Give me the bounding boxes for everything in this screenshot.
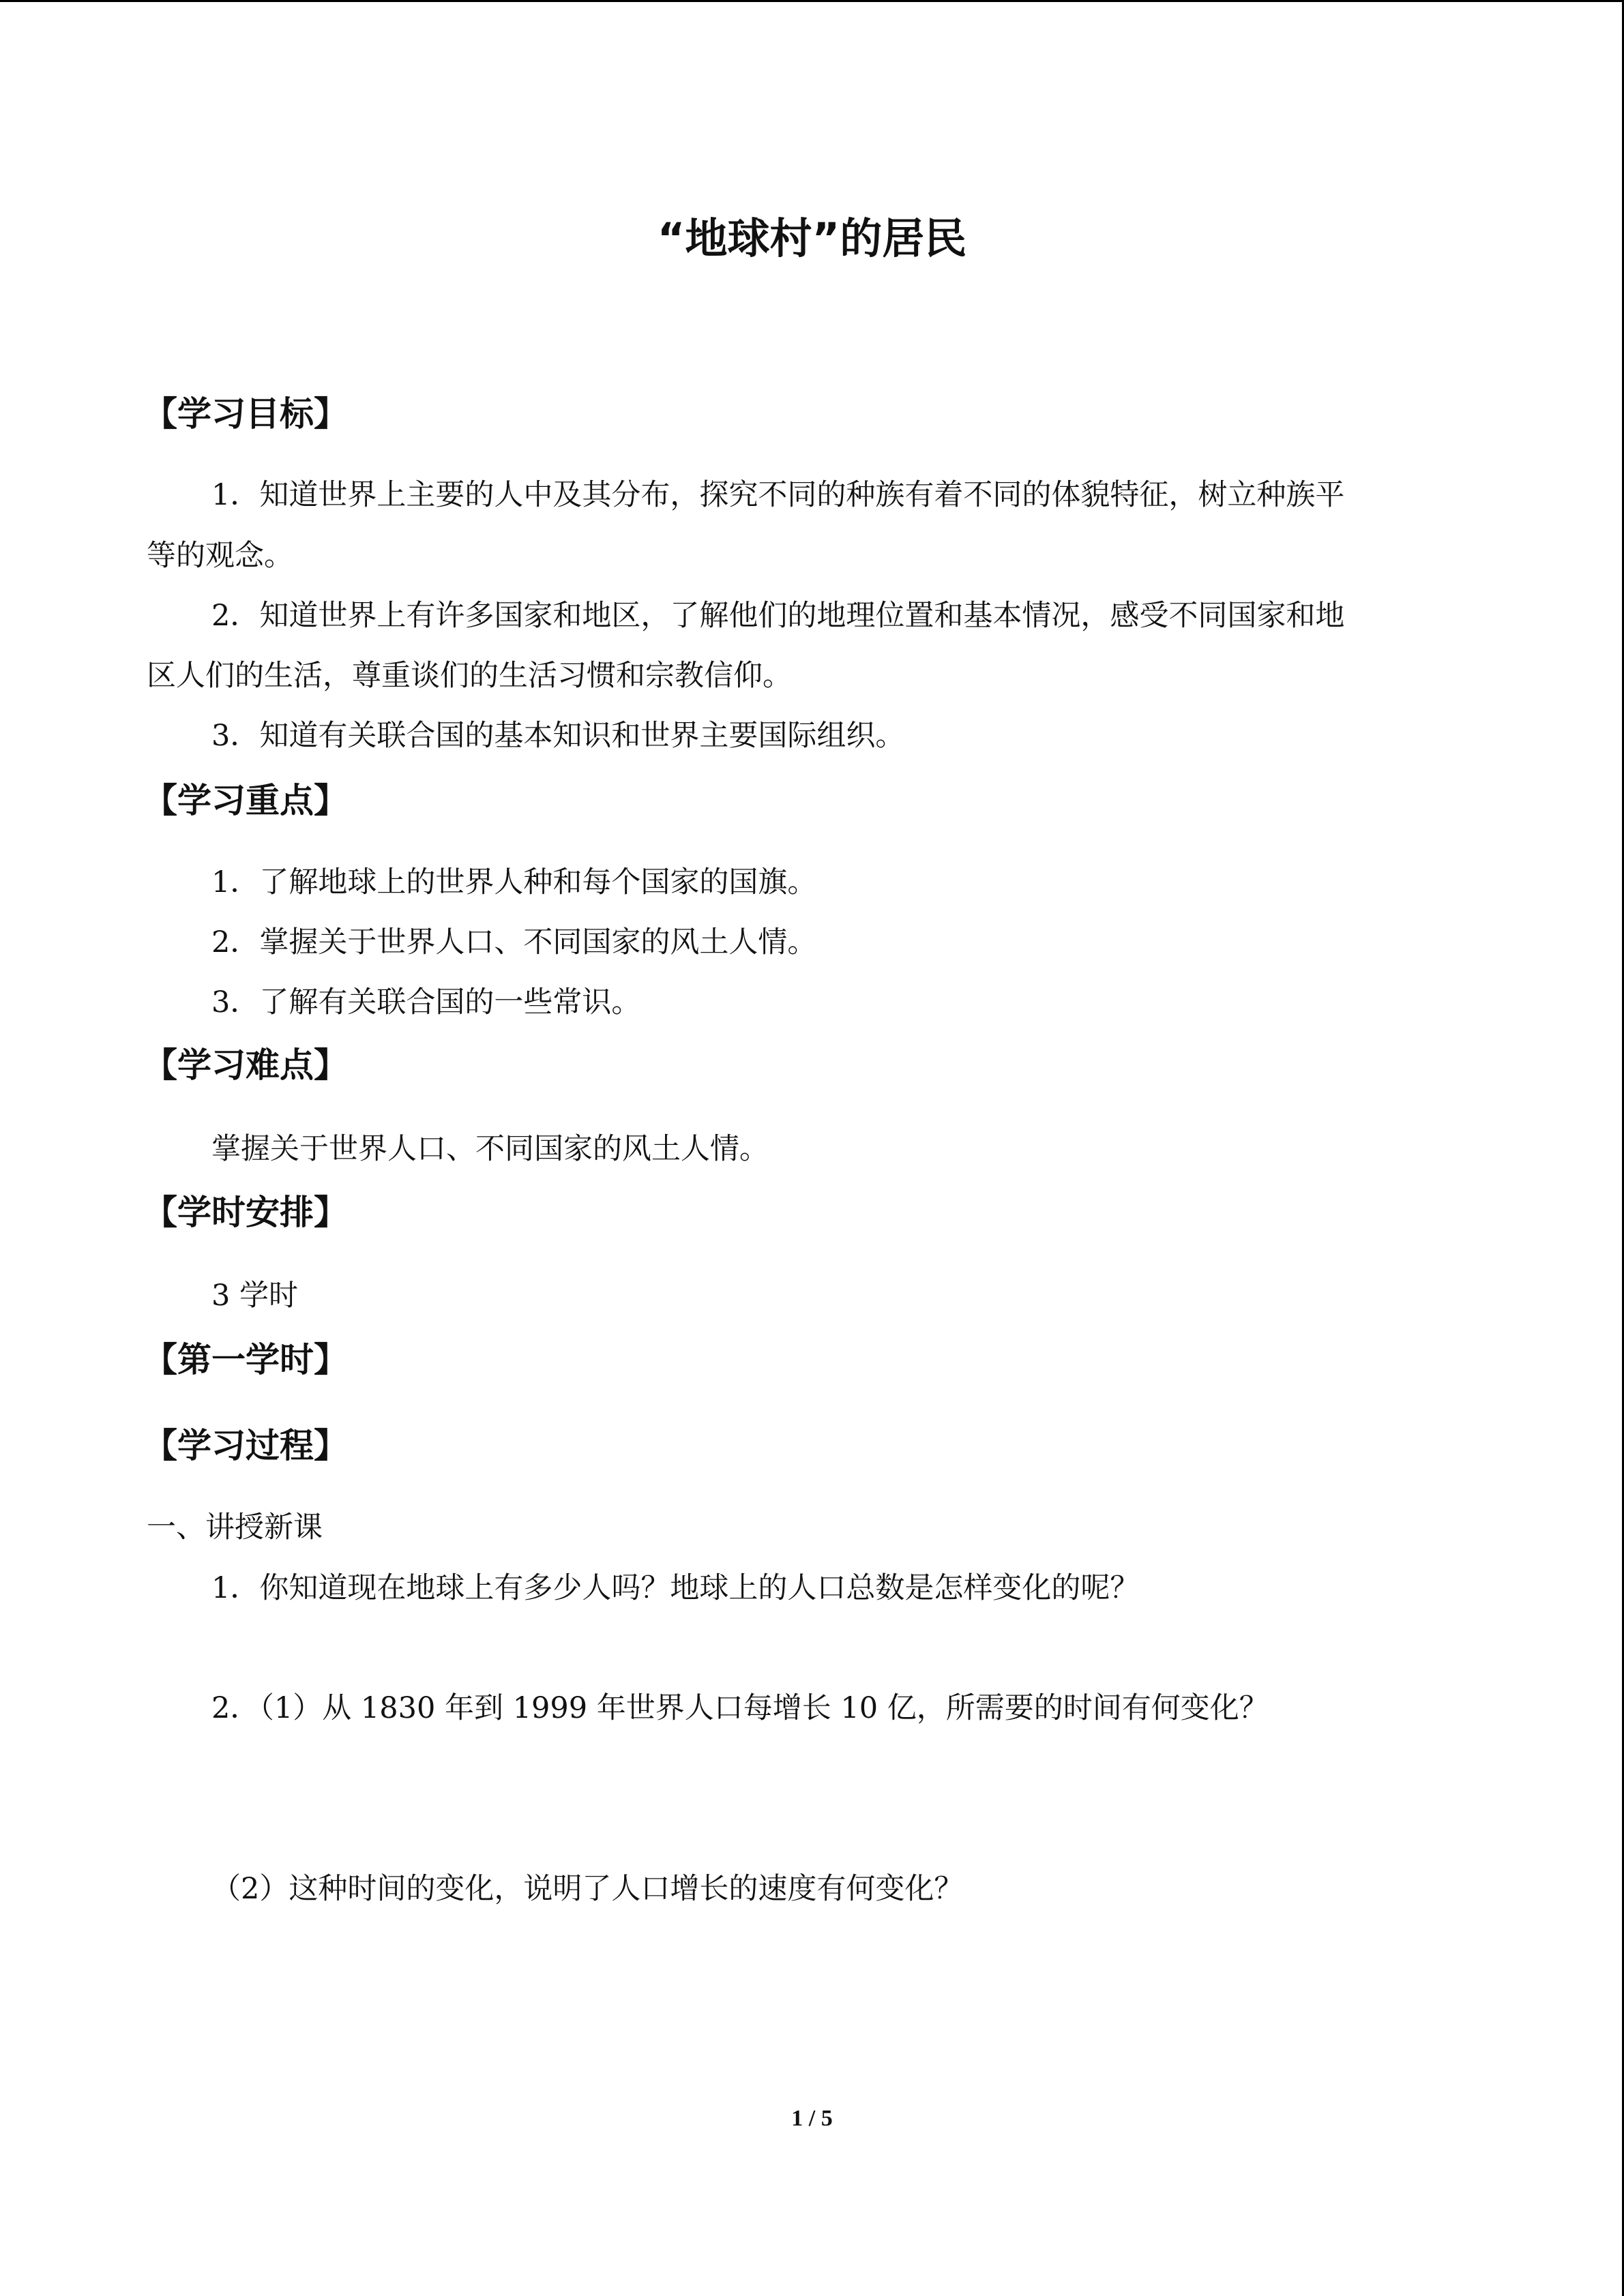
top-border-rule xyxy=(0,0,1624,2)
section-heading-key-points: 【学习重点】 xyxy=(143,781,348,820)
objective-3: 3．知道有关联合国的基本知识和世界主要国际组织。 xyxy=(211,719,905,753)
page-number: 1 / 5 xyxy=(791,2106,833,2131)
section-heading-difficulties: 【学习难点】 xyxy=(143,1045,348,1085)
key-point-3: 3．了解有关联合国的一些常识。 xyxy=(211,985,641,1019)
question-2-2: （2）这种时间的变化，说明了人口增长的速度有何变化？ xyxy=(211,1872,964,1906)
schedule-text: 3 学时 xyxy=(211,1279,299,1313)
difficulty-text: 掌握关于世界人口、不同国家的风土人情。 xyxy=(211,1132,769,1166)
part-title: 一、讲授新课 xyxy=(147,1510,323,1545)
section-heading-objectives: 【学习目标】 xyxy=(143,394,348,434)
section-heading-schedule: 【学时安排】 xyxy=(143,1193,348,1232)
objective-2-line-1: 2．知道世界上有许多国家和地区，了解他们的地理位置和基本情况，感受不同国家和地 xyxy=(211,599,1345,633)
section-heading-first-period: 【第一学时】 xyxy=(143,1340,348,1380)
document-title: “地球村”的居民 xyxy=(657,213,967,263)
question-1: 1．你知道现在地球上有多少人吗？地球上的人口总数是怎样变化的呢？ xyxy=(211,1571,1140,1605)
question-2-1: 2．（1）从 1830 年到 1999 年世界人口每增长 10 亿，所需要的时间有何变化？ xyxy=(211,1691,1269,1725)
objective-1-line-1: 1．知道世界上主要的人中及其分布，探究不同的种族有着不同的体貌特征，树立种族平 xyxy=(211,478,1345,512)
section-heading-process: 【学习过程】 xyxy=(143,1426,348,1465)
objective-2-line-2: 区人们的生活，尊重谈们的生活习惯和宗教信仰。 xyxy=(147,659,792,693)
key-point-2: 2．掌握关于世界人口、不同国家的风土人情。 xyxy=(211,925,817,959)
key-point-1: 1．了解地球上的世界人种和每个国家的国旗。 xyxy=(211,865,817,899)
objective-1-line-2: 等的观念。 xyxy=(147,539,293,573)
